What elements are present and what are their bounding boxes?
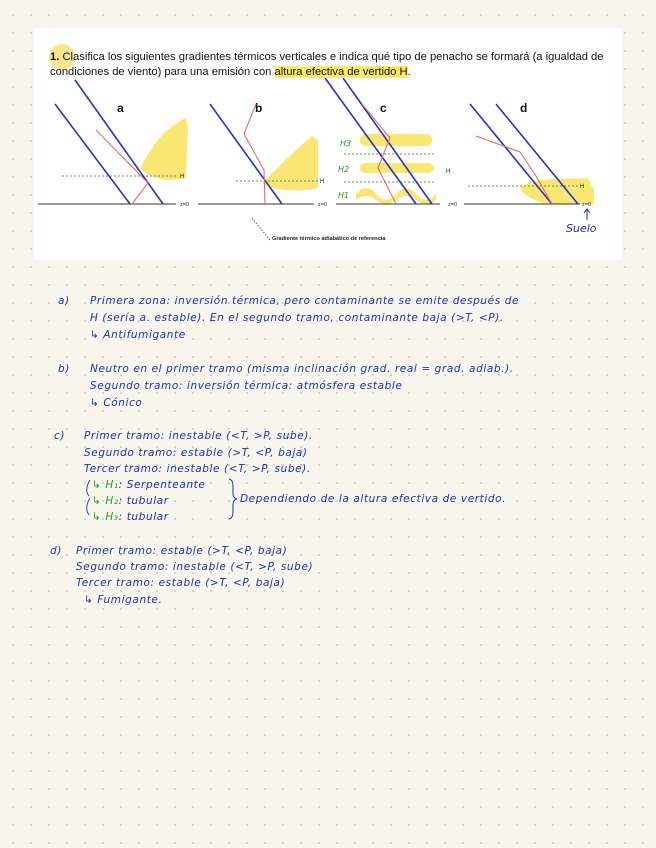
notes-a-label: a) [58, 295, 70, 307]
panel-c-h1: H1 [338, 191, 350, 200]
notes-c-arrows [87, 480, 90, 515]
notes-a-line2: H (sería a. estable). En el segundo tramo, contaminante baja (>T, <P). [90, 312, 504, 324]
notes-a-line1: Primera zona: inversión térmica, pero contaminante se emite después de [90, 295, 520, 307]
notes-c-h1-key: ↳ H₁ [92, 479, 119, 491]
suelo-label: Suelo [566, 222, 597, 235]
panel-c-h3: H3 [340, 139, 352, 148]
notes-c-dependency: Dependiendo de la altura efectiva de vertido. [240, 493, 507, 505]
notes-b-label: b) [58, 363, 70, 375]
notes-c-h1 [92, 478, 205, 492]
reference-line [252, 218, 270, 240]
panel-c-h-label: H [446, 169, 451, 175]
panel-b-real-upper [244, 104, 256, 134]
panel-a [38, 80, 189, 208]
notes-a-result: ↳ Antifumigante [90, 329, 186, 341]
panel-d-letter: d [520, 101, 528, 115]
reference-label: Gradiente térmico adiabático de referencia [272, 236, 386, 242]
panel-a-letter: a [117, 101, 124, 115]
panel-b-z0: z=0 [318, 202, 328, 208]
panel-a-plume [140, 118, 188, 180]
notes-d-result: ↳ Fumigante. [84, 594, 163, 606]
panel-a-adiabatic-left [55, 104, 130, 204]
panel-d-adiabatic-left [470, 104, 552, 204]
notes-d-line1: Primer tramo: estable (>T, <P, baja) [76, 545, 288, 557]
notes-d-line3: Tercer tramo: estable (>T, <P, baja) [76, 577, 286, 589]
notes-c-bracket [229, 479, 237, 519]
notes-b-line1: Neutro en el primer tramo (misma inclinación grad. real = grad. adiab.). [90, 363, 514, 375]
question-end: . [407, 66, 411, 78]
panel-c-h2: H2 [338, 165, 350, 174]
notes-b-line2: Segundo tramo: inversión térmica: atmósfera estable [90, 380, 403, 392]
notes-c-line2: Segundo tramo: estable (>T, <P, baja) [84, 447, 308, 459]
panel-d [464, 101, 597, 235]
panel-b-h-label: H [320, 179, 325, 185]
panel-c [325, 78, 457, 208]
notes-d-label: d) [50, 545, 62, 557]
panel-b-adiabatic [210, 104, 282, 204]
notes-c-label: c) [54, 430, 66, 442]
panel-d-z0: z=0 [582, 202, 592, 208]
notes-c-line1: Primer tramo: inestable (<T, >P, sube). [84, 430, 313, 442]
question-body: Clasifica los siguientes gradientes térmicos verticales e indica qué tipo de penacho se formará (a igualdad de condiciones de viento) para una emisión con [50, 51, 604, 78]
notes-c-h3 [92, 510, 169, 524]
panel-a-z0: z=0 [180, 202, 190, 208]
panel-a-adiabatic-right [75, 80, 163, 204]
notes-c-h2-val: : tubular [118, 495, 169, 507]
panel-c-plume-h3 [360, 134, 432, 146]
panel-c-letter: c [380, 101, 387, 115]
notes-b-result: ↳ Cónico [90, 397, 143, 409]
panel-d-h-label: H [580, 184, 585, 190]
panel-b [198, 101, 327, 208]
panel-d-plume [520, 178, 594, 204]
notes-c-h1-val: : Serpenteante [118, 479, 206, 491]
notes-c-line3: Tercer tramo: inestable (<T, >P, sube). [84, 463, 311, 475]
notes-c-h2-key: ↳ H₂ [92, 495, 119, 507]
panel-b-plume [262, 136, 318, 191]
panel-a-h-label: H [180, 174, 185, 180]
panel-c-plume-h1 [356, 188, 436, 204]
question-number: 1. [50, 51, 60, 63]
notes-c-h2 [92, 494, 169, 508]
notes-c-h3-key: ↳ H₃ [92, 511, 119, 523]
panel-c-z0: z=0 [448, 202, 458, 208]
question-highlight: altura efectiva de vertido H [274, 66, 408, 78]
panel-b-letter: b [255, 101, 263, 115]
notes-d-line2: Segundo tramo: inestable (<T, >P, sube) [76, 561, 314, 573]
panel-c-plume-h2 [360, 163, 434, 173]
panel-b-real-lower [244, 134, 265, 204]
notes-c-h3-val: : tubular [118, 511, 169, 523]
